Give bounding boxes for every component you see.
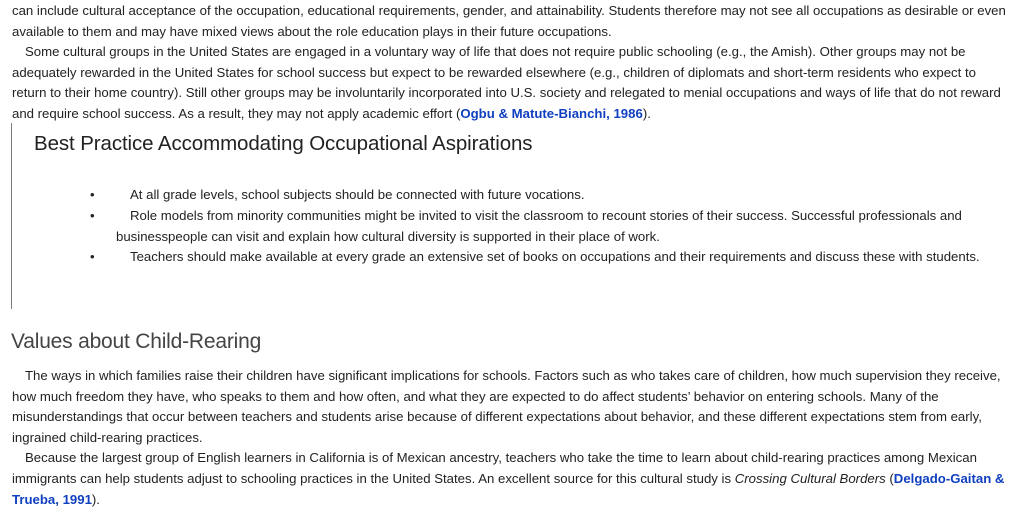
bullet-icon: • (90, 249, 95, 265)
section-paragraph-1: The ways in which families raise their children have significant implications for schools. Factors such as who takes care of children, how much supervision they receive, how much freedom they have, who speaks to them and how often, and what they are expected to do affect students’ behavior on entering schools. Many of the misunderstandings that occur between teachers and students arise because of different expectations about behavior, and these different expectations stem from early, ingrained child-rearing practices. (12, 368, 1001, 445)
list-item: • At all grade levels, school subjects should be connected with future vocations. (102, 185, 1002, 206)
citation-link-ogbu[interactable]: Ogbu & Matute-Bianchi, 1986 (460, 105, 643, 121)
best-practice-list (90, 185, 1002, 268)
list-item: • Teachers should make available at every grade an extensive set of books on occupations and their requirements and discuss these with students. (102, 247, 1002, 268)
citation-link-delgado[interactable]: Delgado-Gaitan & Trueba, 1991 (12, 470, 1005, 507)
bullet-icon: • (90, 187, 95, 202)
intro-paragraph-1: can include cultural acceptance of the occupation, educational requirements, gender, and attainability. Students therefore may not see all occupations as desirable or even available to them and may have mixed views about the role education plays in their future occupations. (12, 3, 1006, 39)
best-practice-box (11, 123, 1012, 309)
section-text (12, 366, 1012, 510)
section-paragraph-2: Because the largest group of English learners in California is of Mexican ancestry, teachers who take the time to learn about child-rearing practices among Mexican immigrants can help students adjust to schooling practices in the United States. An excellent source for this cultural study is Crossing Cultural Borders (Delgado-Gaitan & Trueba, 1991). (12, 450, 1005, 507)
intro-text (12, 1, 1014, 125)
bullet-icon: • (90, 207, 95, 223)
section-heading: Values about Child-Rearing (11, 330, 262, 353)
intro-paragraph-2: Some cultural groups in the United States are engaged in a voluntary way of life that does not require public schooling (e.g., the Amish). Other groups may not be adequately rewarded in the United States for school success but expect to be rewarded elsewhere (e.g., children of diplomats and short-term residents who expect to return to their home country). Still other groups may be involuntarily incorporated into U.S. society and relegated to menial occupations and ways of life that do not reward and require school success. As a result, they may not apply academic effort (Ogbu & Matute-Bianchi, 1986). (12, 44, 1001, 121)
list-item: • Role models from minority communities might be invited to visit the classroom to recount stories of their success. Successful professionals and businesspeople can visit and explain how cultural diversity is supported in their place of work. (90, 207, 962, 244)
book-title: Crossing Cultural Borders (734, 470, 886, 486)
best-practice-title: Best Practice Accommodating Occupational Aspirations (34, 132, 533, 155)
